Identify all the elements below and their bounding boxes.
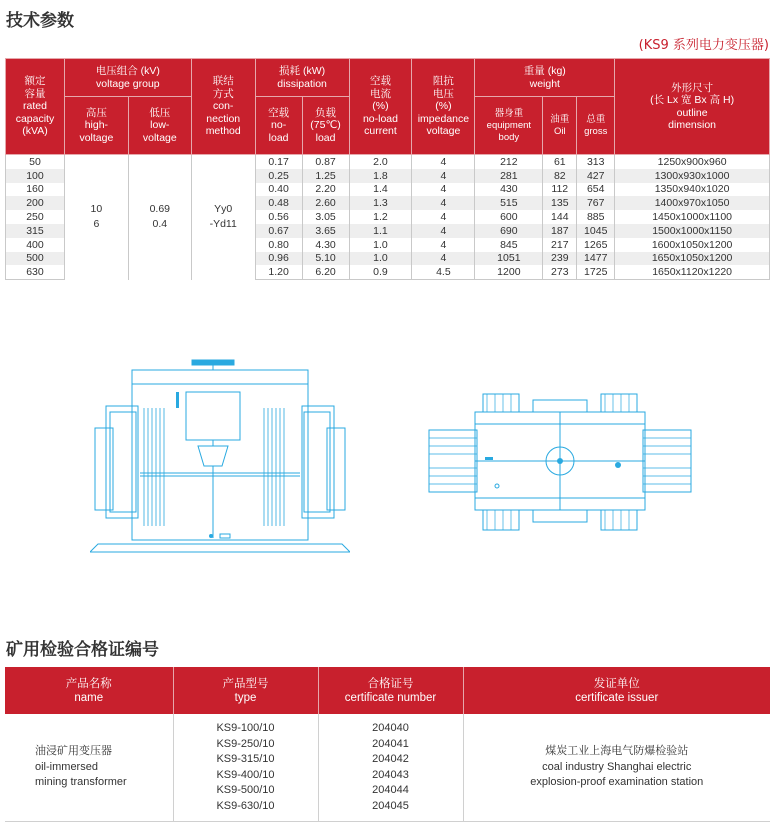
header-weight <box>475 59 615 97</box>
cell-noload-current: 1.1 <box>349 224 412 238</box>
text-line: 0.4 <box>152 218 168 231</box>
text-line: capacity <box>15 112 55 125</box>
cell-gross-weight: 767 <box>577 196 615 210</box>
cert-header-number <box>318 667 463 714</box>
cell-capacity: 160 <box>6 183 65 197</box>
cell-oil-weight: 239 <box>543 252 577 266</box>
text-line: equipment <box>486 119 532 131</box>
cell-impedance: 4 <box>412 183 475 197</box>
text-line: no-load <box>362 112 398 125</box>
transformer-top-view-drawing <box>425 390 695 540</box>
header-dimension <box>615 59 770 155</box>
certificate-section-title: 矿用检验合格证编号 <box>6 640 159 660</box>
header-hv <box>64 97 128 155</box>
cell-body-weight: 845 <box>475 238 543 252</box>
text-line: 204040 <box>372 722 409 734</box>
transformer-front-view-drawing <box>90 348 350 573</box>
text-line: 204041 <box>372 737 409 750</box>
cell-impedance: 4.5 <box>412 265 475 279</box>
text-line: explosion-proof examination station <box>530 776 704 789</box>
text-line: 产品名称 <box>65 677 112 690</box>
text-line: impedance <box>417 112 470 125</box>
text-line: KS9-100/10 <box>216 722 275 734</box>
text-line: type <box>234 691 257 704</box>
text-line: 联结 <box>212 75 234 88</box>
cell-body-weight: 430 <box>475 183 543 197</box>
header-noload-loss <box>255 97 302 155</box>
cert-product-types <box>173 714 318 822</box>
text-line: method <box>205 125 241 138</box>
cell-load-loss: 6.20 <box>302 265 349 279</box>
text-line: 204043 <box>372 768 409 781</box>
text-line: load <box>268 131 289 144</box>
cell-gross-weight: 1725 <box>577 265 615 279</box>
cell-gross-weight: 1477 <box>577 252 615 266</box>
cell-noload-current: 1.0 <box>349 238 412 252</box>
cell-oil-weight: 273 <box>543 265 577 279</box>
text-line: KS9-630/10 <box>216 799 275 812</box>
text-line: con- <box>212 100 234 113</box>
cell-oil-weight: 112 <box>543 183 577 197</box>
cell-load-loss: 2.60 <box>302 196 349 210</box>
text-line: (kVA) <box>22 125 48 138</box>
cell-oil-weight: 187 <box>543 224 577 238</box>
text-line: KS9-250/10 <box>216 737 275 750</box>
cell-noload-loss: 0.67 <box>255 224 302 238</box>
cell-gross-weight: 1045 <box>577 224 615 238</box>
cert-product-name <box>5 714 173 822</box>
text-line: KS9-400/10 <box>216 768 275 781</box>
text-line: 容量 <box>24 87 46 100</box>
text-line: body <box>498 131 520 143</box>
cell-connection <box>191 155 255 280</box>
cell-impedance: 4 <box>412 196 475 210</box>
text-line: KS9-500/10 <box>216 784 275 796</box>
header-capacity <box>6 59 65 155</box>
cell-gross-weight: 654 <box>577 183 615 197</box>
cell-body-weight: 690 <box>475 224 543 238</box>
header-voltage-group <box>64 59 191 97</box>
cell-dimension: 1650x1120x1220 <box>615 265 770 279</box>
cell-noload-current: 1.8 <box>349 169 412 183</box>
text-line: Yy0 <box>214 203 233 216</box>
text-line: 阻抗 <box>432 75 454 88</box>
header-impedance <box>412 59 475 155</box>
cell-dimension: 1650x1050x1200 <box>615 252 770 266</box>
text-line: 10 <box>90 203 103 216</box>
cell-noload-loss: 0.56 <box>255 210 302 224</box>
cell-noload-loss: 0.96 <box>255 252 302 266</box>
text-line: voltage <box>79 131 114 144</box>
text-line: 产品型号 <box>222 677 269 690</box>
header-oil-weight <box>543 97 577 155</box>
cell-oil-weight: 82 <box>543 169 577 183</box>
cell-body-weight: 1051 <box>475 252 543 266</box>
cell-noload-loss: 1.20 <box>255 265 302 279</box>
cell-dimension: 1600x1050x1200 <box>615 238 770 252</box>
text-line: 空载 <box>369 75 391 88</box>
cell-noload-loss: 0.48 <box>255 196 302 210</box>
cert-header-name <box>5 667 173 714</box>
text-line: (%) <box>372 100 389 113</box>
cell-hv <box>64 155 128 280</box>
text-line: 204044 <box>372 784 409 796</box>
text-line: weight <box>529 77 560 90</box>
cell-body-weight: 212 <box>475 155 543 169</box>
header-lv <box>128 97 191 155</box>
text-line: load <box>315 131 336 144</box>
cell-capacity: 315 <box>6 224 65 238</box>
cell-noload-current: 1.0 <box>349 252 412 266</box>
spec-table <box>5 58 770 280</box>
text-line: certificate number <box>344 691 437 704</box>
cell-body-weight: 281 <box>475 169 543 183</box>
cell-capacity: 630 <box>6 265 65 279</box>
cert-header-type <box>173 667 318 714</box>
text-line: (长 Lx 宽 Bx 高 H) <box>650 94 735 106</box>
spec-table-body <box>6 155 770 280</box>
cell-impedance: 4 <box>412 155 475 169</box>
cell-load-loss: 3.65 <box>302 224 349 238</box>
text-line: 外形尺寸 <box>671 81 714 94</box>
cell-impedance: 4 <box>412 238 475 252</box>
cell-impedance: 4 <box>412 224 475 238</box>
header-body-weight <box>475 97 543 155</box>
text-line: 低压 <box>149 106 171 119</box>
text-line: coal industry Shanghai electric <box>542 760 692 773</box>
cell-load-loss: 0.87 <box>302 155 349 169</box>
text-line: 204042 <box>372 753 409 765</box>
text-line: 方式 <box>212 87 234 100</box>
text-line: name <box>74 691 104 704</box>
text-line: voltage group <box>96 77 160 90</box>
text-line: 重量 (kg) <box>523 65 566 77</box>
text-line: 电压组合 (kV) <box>95 65 160 77</box>
cell-dimension: 1500x1000x1150 <box>615 224 770 238</box>
cell-capacity: 400 <box>6 238 65 252</box>
cell-dimension: 1250x900x960 <box>615 155 770 169</box>
cert-header-issuer <box>463 667 770 714</box>
text-line: certificate issuer <box>575 691 659 704</box>
cell-capacity: 250 <box>6 210 65 224</box>
header-gross-weight <box>577 97 615 155</box>
text-line: oil-immersed <box>35 760 98 773</box>
text-line: 合格证号 <box>367 677 414 690</box>
text-line: 空载 <box>268 106 290 119</box>
cell-noload-current: 0.9 <box>349 265 412 279</box>
cell-noload-current: 1.4 <box>349 183 412 197</box>
text-line: 204045 <box>372 799 409 812</box>
cell-body-weight: 515 <box>475 196 543 210</box>
text-line: 发证单位 <box>593 677 640 690</box>
cell-dimension: 1400x970x1050 <box>615 196 770 210</box>
text-line: mining transformer <box>35 776 127 789</box>
text-line: nection <box>206 112 241 125</box>
certificate-table <box>5 667 770 822</box>
text-line: 额定 <box>24 75 46 88</box>
cell-noload-loss: 0.80 <box>255 238 302 252</box>
text-line: 器身重 <box>494 107 524 119</box>
cell-gross-weight: 1265 <box>577 238 615 252</box>
text-line: 总重 <box>586 113 606 125</box>
text-line: 6 <box>93 218 100 231</box>
header-noload-current <box>349 59 412 155</box>
text-line: outline <box>676 106 708 119</box>
text-line: -Yd11 <box>209 218 237 231</box>
text-line: 电流 <box>369 87 391 100</box>
cell-noload-loss: 0.25 <box>255 169 302 183</box>
text-line: low- <box>150 119 170 132</box>
cell-gross-weight: 885 <box>577 210 615 224</box>
text-line: voltage <box>426 125 461 138</box>
cell-dimension: 1350x940x1020 <box>615 183 770 197</box>
text-line: 电压 <box>432 87 454 100</box>
text-line: gross <box>584 125 608 137</box>
text-line: 负载 <box>315 106 337 119</box>
cell-noload-loss: 0.40 <box>255 183 302 197</box>
text-line: voltage <box>142 131 177 144</box>
text-line: KS9-315/10 <box>216 753 275 765</box>
cell-oil-weight: 144 <box>543 210 577 224</box>
cell-noload-current: 2.0 <box>349 155 412 169</box>
text-line: dimension <box>668 119 717 131</box>
cell-dimension: 1300x930x1000 <box>615 169 770 183</box>
cell-load-loss: 1.25 <box>302 169 349 183</box>
spec-section-subtitle: (KS9 系列电力变压器) <box>638 38 769 53</box>
cell-oil-weight: 135 <box>543 196 577 210</box>
cell-noload-current: 1.3 <box>349 196 412 210</box>
cell-load-loss: 2.20 <box>302 183 349 197</box>
cell-lv <box>128 155 191 280</box>
cell-impedance: 4 <box>412 252 475 266</box>
cell-noload-loss: 0.17 <box>255 155 302 169</box>
cell-impedance: 4 <box>412 210 475 224</box>
text-line: (%) <box>435 100 452 113</box>
cell-noload-current: 1.2 <box>349 210 412 224</box>
text-line: Oil <box>553 125 566 137</box>
spec-section-title: 技术参数 <box>6 11 74 31</box>
text-line: 煤炭工业上海电气防爆检验站 <box>545 745 689 758</box>
cert-issuer <box>463 714 770 822</box>
text-line: no- <box>271 119 287 132</box>
text-line: 损耗 (kW) <box>279 65 326 77</box>
text-line: 油浸矿用变压器 <box>35 745 112 758</box>
cell-body-weight: 1200 <box>475 265 543 279</box>
text-line: dissipation <box>277 77 327 90</box>
cell-capacity: 50 <box>6 155 65 169</box>
cell-impedance: 4 <box>412 169 475 183</box>
text-line: rated <box>23 100 47 113</box>
cell-dimension: 1450x1000x1100 <box>615 210 770 224</box>
text-line: high- <box>84 119 109 132</box>
cell-gross-weight: 313 <box>577 155 615 169</box>
cell-gross-weight: 427 <box>577 169 615 183</box>
cell-load-loss: 3.05 <box>302 210 349 224</box>
cell-load-loss: 4.30 <box>302 238 349 252</box>
header-load-loss <box>302 97 349 155</box>
cell-oil-weight: 61 <box>543 155 577 169</box>
cell-oil-weight: 217 <box>543 238 577 252</box>
cert-numbers <box>318 714 463 822</box>
text-line: 0.69 <box>149 203 171 216</box>
text-line: current <box>364 125 397 138</box>
cell-capacity: 500 <box>6 252 65 266</box>
text-line: (75℃) <box>310 119 341 132</box>
text-line: 高压 <box>85 106 107 119</box>
header-connection <box>191 59 255 155</box>
cell-body-weight: 600 <box>475 210 543 224</box>
cell-load-loss: 5.10 <box>302 252 349 266</box>
header-dissipation <box>255 59 349 97</box>
spec-row <box>6 155 770 169</box>
cell-capacity: 200 <box>6 196 65 210</box>
text-line: 油重 <box>550 113 570 125</box>
cell-capacity: 100 <box>6 169 65 183</box>
